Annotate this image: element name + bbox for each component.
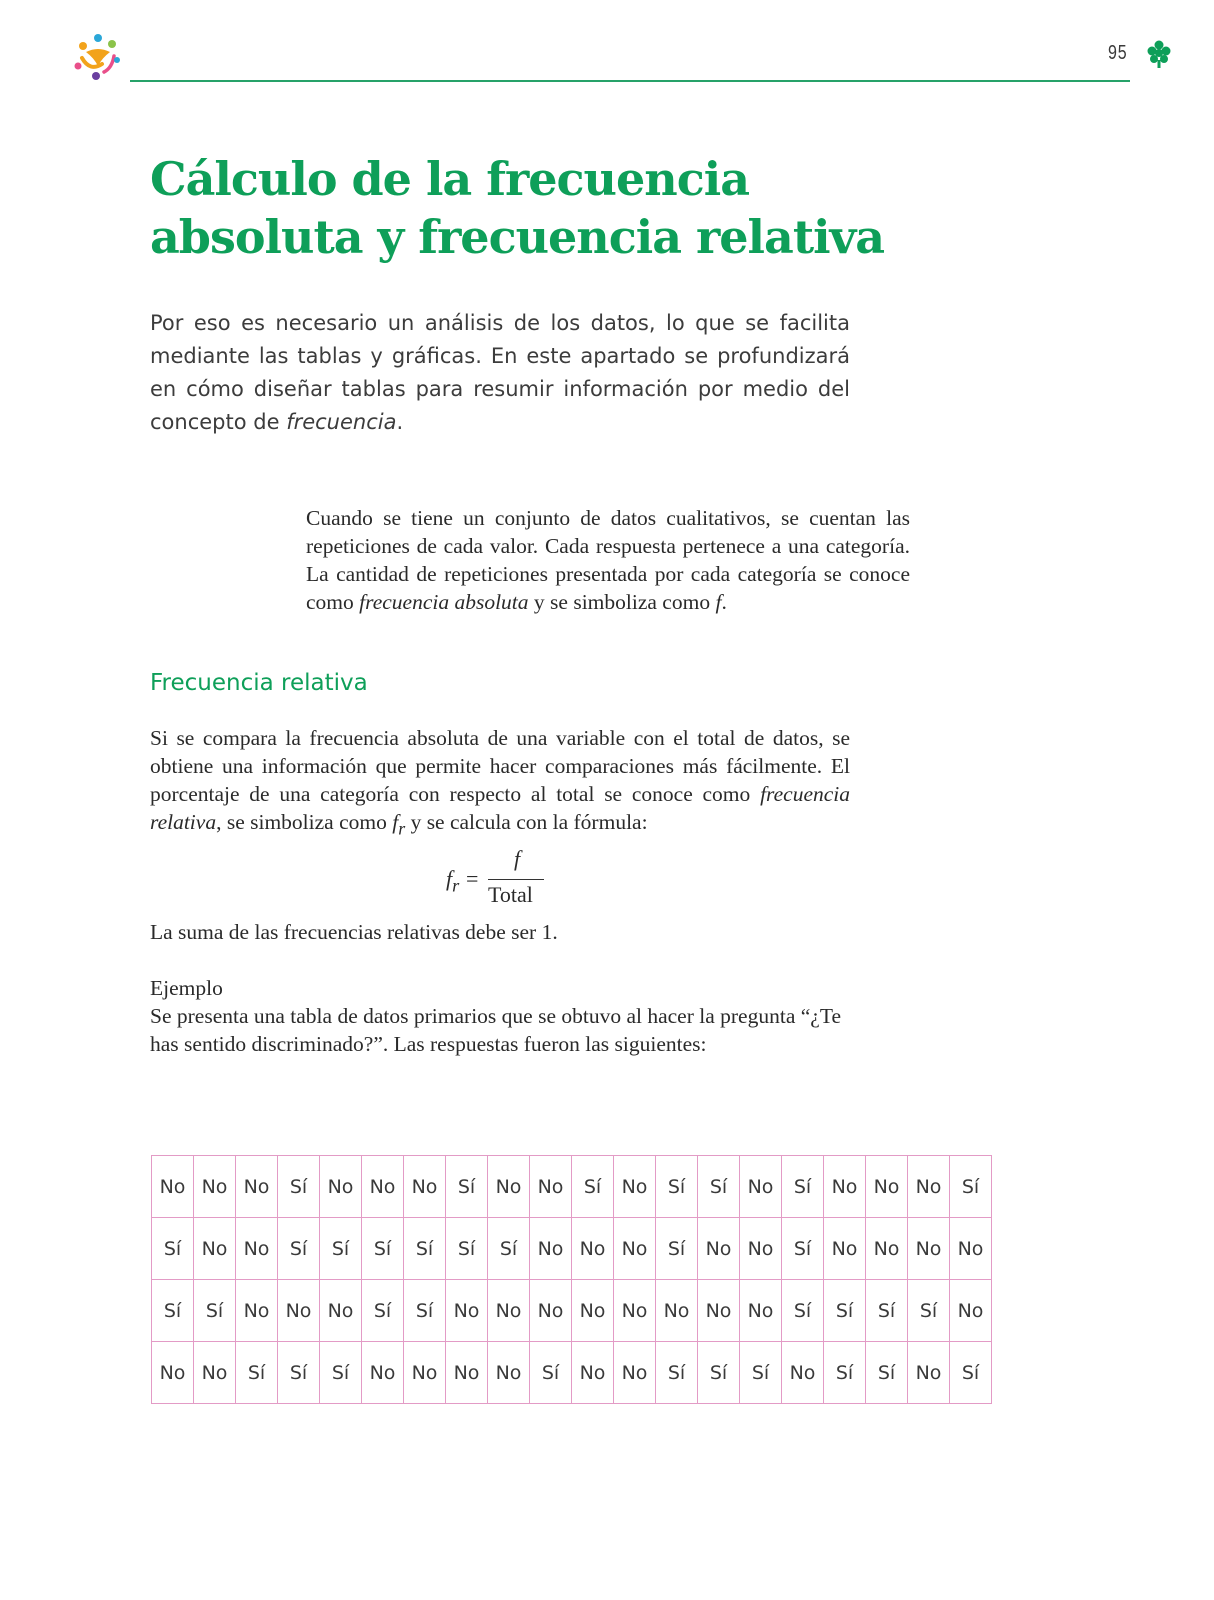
table-cell: Sí (866, 1280, 908, 1342)
table-cell: Sí (446, 1156, 488, 1218)
page-number: 95 (1108, 42, 1128, 64)
table-cell: Sí (404, 1218, 446, 1280)
table-cell: Sí (656, 1342, 698, 1404)
table-cell: No (278, 1280, 320, 1342)
table-cell: No (488, 1156, 530, 1218)
table-cell: No (908, 1218, 950, 1280)
sum-note: La suma de las frecuencias relativas debe ser 1. (150, 920, 558, 944)
definition-middle: y se simboliza como (528, 590, 716, 614)
table-cell: Sí (404, 1280, 446, 1342)
relative-end: y se calcula con la fórmula: (405, 810, 648, 834)
table-cell: No (824, 1218, 866, 1280)
table-cell: No (152, 1156, 194, 1218)
table-cell: No (152, 1342, 194, 1404)
table-cell: Sí (950, 1342, 992, 1404)
table-cell: Sí (782, 1156, 824, 1218)
example-text: Se presenta una tabla de datos primarios que se obtuvo al hacer la pregunta “¿Te has sentido discriminado?”. Las respuestas fueron las siguientes: (150, 1004, 842, 1056)
title-line-1: Cálculo de la frecuencia (150, 152, 749, 206)
relative-symbol-sub: r (398, 818, 406, 839)
formula-lhs: $f_r$ (446, 866, 460, 896)
table-cell: No (236, 1218, 278, 1280)
table-cell: No (908, 1156, 950, 1218)
table-cell: No (614, 1342, 656, 1404)
table-cell: No (446, 1342, 488, 1404)
table-cell: Sí (152, 1280, 194, 1342)
table-cell: No (530, 1156, 572, 1218)
header-divider (130, 80, 1130, 82)
table-cell: No (530, 1280, 572, 1342)
table-row (152, 1280, 992, 1342)
dancing-figures-logo-icon (72, 32, 124, 84)
table-cell: No (740, 1218, 782, 1280)
section-heading: Frecuencia relativa (150, 670, 368, 696)
table-cell: No (950, 1280, 992, 1342)
table-cell: No (404, 1156, 446, 1218)
relative-symbol: f (392, 810, 399, 834)
table-row (152, 1218, 992, 1280)
responses-table (151, 1155, 992, 1404)
table-cell: Sí (362, 1280, 404, 1342)
table-cell: Sí (530, 1342, 572, 1404)
table-cell: No (236, 1280, 278, 1342)
page-title (150, 150, 884, 266)
table-cell: Sí (488, 1218, 530, 1280)
intro-text: Por eso es necesario un análisis de los datos, lo que se facilita mediante las tablas y gráficas. En este apartado se profundizará en cómo diseñar tablas para resumir información por medio del concepto de (150, 311, 850, 434)
table-cell: No (866, 1156, 908, 1218)
tree-icon (1146, 40, 1172, 70)
example-label: Ejemplo (150, 976, 223, 1000)
formula-numerator: f (514, 846, 521, 871)
table-cell: No (572, 1280, 614, 1342)
table-cell: Sí (908, 1280, 950, 1342)
table-cell: Sí (782, 1280, 824, 1342)
definition-symbol: f (715, 590, 722, 614)
table-cell: No (572, 1342, 614, 1404)
relative-middle: , se simboliza como (216, 810, 393, 834)
table-cell: No (698, 1280, 740, 1342)
table-cell: No (572, 1218, 614, 1280)
table-cell: No (194, 1342, 236, 1404)
table-cell: No (950, 1218, 992, 1280)
table-cell: Sí (866, 1342, 908, 1404)
intro-end: . (396, 410, 404, 434)
table-cell: No (824, 1156, 866, 1218)
table-cell: No (782, 1342, 824, 1404)
table-cell: No (362, 1156, 404, 1218)
table-cell: Sí (278, 1218, 320, 1280)
table-cell: Sí (824, 1280, 866, 1342)
table-cell: No (488, 1280, 530, 1342)
table-cell: No (446, 1280, 488, 1342)
formula-denominator: Total (488, 882, 533, 907)
table-cell: Sí (740, 1342, 782, 1404)
table-cell: No (740, 1280, 782, 1342)
table-cell: No (404, 1342, 446, 1404)
table-cell: No (362, 1342, 404, 1404)
definition-text: Cuando se tiene un conjunto de datos cualitativos, se cuentan las repeticiones de cada valor. Cada respuesta pertenece a una categoría. La cantidad de repeticiones presentada por cada categoría se conoce como (306, 506, 910, 614)
title-line-2: absoluta y frecuencia relativa (150, 210, 885, 264)
definition-paragraph (306, 504, 910, 616)
formula-equals: = (466, 866, 479, 891)
definition-end: . (721, 590, 727, 614)
table-cell: No (194, 1156, 236, 1218)
table-cell: No (530, 1218, 572, 1280)
table-cell: No (320, 1280, 362, 1342)
table-cell: Sí (698, 1342, 740, 1404)
table-cell: Sí (656, 1218, 698, 1280)
intro-emphasis: frecuencia (286, 410, 397, 434)
intro-paragraph (150, 307, 850, 439)
table-cell: Sí (572, 1156, 614, 1218)
table-cell: No (488, 1342, 530, 1404)
relative-paragraph (150, 724, 850, 842)
table-cell: No (614, 1156, 656, 1218)
table-cell: No (614, 1280, 656, 1342)
table-cell: No (656, 1280, 698, 1342)
table-cell: Sí (656, 1156, 698, 1218)
fraction-bar (488, 879, 544, 880)
table-cell: No (866, 1218, 908, 1280)
table-cell: Sí (362, 1218, 404, 1280)
table-row (152, 1342, 992, 1404)
table-cell: Sí (236, 1342, 278, 1404)
table-cell: Sí (950, 1156, 992, 1218)
table-row (152, 1156, 992, 1218)
table-cell: Sí (278, 1156, 320, 1218)
table-cell: No (320, 1156, 362, 1218)
table-cell: Sí (824, 1342, 866, 1404)
example-paragraph (150, 974, 850, 1058)
table-cell: Sí (278, 1342, 320, 1404)
relative-frequency-formula (446, 846, 606, 912)
table-cell: No (908, 1342, 950, 1404)
table-cell: No (194, 1218, 236, 1280)
table-cell: Sí (152, 1218, 194, 1280)
table-cell: Sí (320, 1218, 362, 1280)
table-cell: Sí (194, 1280, 236, 1342)
table-cell: Sí (782, 1218, 824, 1280)
table-cell: No (698, 1218, 740, 1280)
table-cell: No (740, 1156, 782, 1218)
table-cell: Sí (698, 1156, 740, 1218)
table-cell: Sí (446, 1218, 488, 1280)
relative-term: frecuencia relativa (150, 782, 850, 834)
relative-text: Si se compara la frecuencia absoluta de una variable con el total de datos, se obtiene una información que permite hacer comparaciones más fácilmente. El porcentaje de una categoría con respecto al total se conoce como (150, 726, 850, 806)
table-cell: Sí (320, 1342, 362, 1404)
definition-term: frecuencia absoluta (359, 590, 529, 614)
table-cell: No (614, 1218, 656, 1280)
table-cell: No (236, 1156, 278, 1218)
